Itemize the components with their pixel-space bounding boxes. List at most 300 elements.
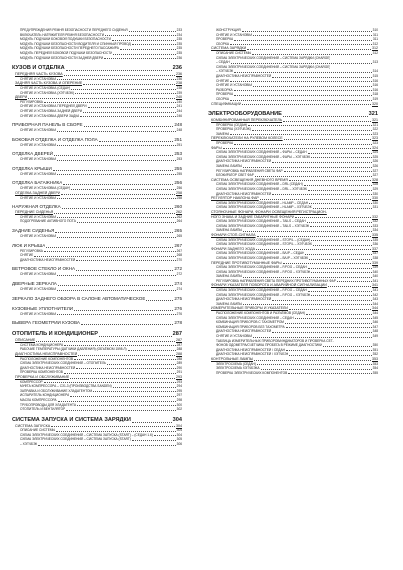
toc-entry[interactable] [12, 312, 182, 317]
dot-leader [313, 245, 372, 246]
dot-leader [234, 90, 372, 91]
toc-entry-title: – СЕДАН [216, 60, 230, 65]
dot-leader [272, 77, 371, 78]
toc-page-number: 324 [372, 150, 378, 155]
toc-entry-title: СИСТЕМА ЗАПУСКА И СИСТЕМА ЗАРЯДКИ [12, 416, 131, 423]
dot-leader [99, 336, 172, 337]
toc-page-number: 346 [372, 320, 378, 325]
dot-leader [57, 217, 175, 218]
toc-entry-title: СХЕМА ЭЛЕКТРИЧЕСКИХ СОЕДИНЕНИЙ – TAILS – ХЭТЧБЭК [216, 223, 310, 228]
toc-entry-title: ОПИСАНИЕ СИСТЕМЫ [216, 50, 252, 55]
dot-leader [83, 84, 175, 85]
toc-entry-title: ТРУБОПРОВОДЫ ДЛЯ ХЛАДАГЕНТА [20, 402, 76, 407]
dot-leader [286, 350, 372, 351]
toc-page-number: 323 [372, 136, 378, 141]
dot-leader [230, 100, 372, 101]
toc-entry-title: ДИАГНОСТИКА НЕИСПРАВНОСТЕЙ / ХЭТЧБЭК [216, 352, 289, 357]
dot-leader [84, 126, 174, 127]
toc-entry-title: СХЕМА ЭЛЕКТРИЧЕСКИХ СОЕДИНЕНИЙ – F/FOG – ХЭТЧБЭК [216, 292, 311, 297]
dot-leader [64, 75, 175, 76]
dot-leader [58, 285, 173, 286]
toc-page-number: 333 [372, 223, 378, 228]
dot-leader [75, 93, 176, 94]
toc-section-heading[interactable] [208, 110, 378, 118]
toc-entry-title: СХЕМА ЭЛЕКТРИЧЕСКИХ СОЕДИНЕНИЙ – HLAMP – СЕДАН [216, 200, 309, 205]
dot-leader [77, 405, 176, 406]
toc-page-number: 312 [372, 41, 378, 46]
toc-entry-title: ПЕРЕДНЯЯ ЧАСТЬ КУЗОВА [15, 72, 63, 77]
dot-leader [252, 130, 372, 131]
toc-section-heading[interactable] [12, 416, 182, 424]
toc-entry-title: СХЕМА ЭЛЕКТРИЧЕСКИХ СОЕДИНЕНИЙ – СИСТЕМА ЗАРЯДКИ (CHARGE) [216, 55, 331, 60]
toc-entry-title: ДИАГНОСТИКА НЕИСПРАВНОСТЕЙ [216, 191, 272, 196]
dot-leader [64, 373, 176, 374]
toc-page-number: 326 [372, 159, 378, 164]
dot-leader [309, 203, 372, 204]
toc-entry-title: ВЕТРОВОЕ СТЕКЛО И ОКНА [12, 266, 76, 272]
toc-entry-title: СНЯТИЕ И УСТАНОВКА [20, 195, 57, 200]
toc-page-number: 340 [372, 274, 378, 279]
dot-leader [286, 327, 372, 328]
toc-page-number: 288 [176, 356, 182, 361]
dot-leader [230, 44, 372, 45]
dot-leader [261, 369, 372, 370]
dot-leader [44, 102, 176, 103]
toc-page-number: 337 [372, 246, 378, 251]
toc-entry-title: РАСПОЛОЖЕНИЕ КОМПОНЕНТОВ [20, 356, 74, 361]
toc-page-number: 265 [174, 228, 182, 234]
toc-page-number: 274 [176, 287, 182, 291]
toc-entry[interactable] [12, 196, 182, 201]
toc-entry[interactable] [12, 272, 182, 277]
toc-entry-title: СИСТЕМА ЗАРЯДКИ [211, 46, 247, 51]
toc-entry[interactable] [12, 157, 182, 162]
dot-leader [254, 360, 371, 361]
toc-page-number: 339 [372, 265, 378, 270]
toc-entry-title: СХЕМА ЭЛЕКТРИЧЕСКИХ СОЕДИНЕНИЙ – ФАРЫ – СЕДАН [216, 150, 307, 155]
toc-entry-title: ПРИБОРНАЯ ПАНЕЛЬ В СБОРЕ [12, 122, 83, 128]
dot-leader [71, 89, 175, 90]
toc-entry-title: СБОРКА [216, 41, 229, 46]
dot-leader [46, 247, 173, 248]
dot-leader [283, 263, 371, 264]
dot-leader [57, 79, 175, 80]
dot-leader [70, 396, 175, 397]
dot-leader [307, 222, 372, 223]
toc-entry-title: МОДУЛЬ ПОДУШКИ БЕЗОПАСНОСТИ ПЕРЕДНЕГО ПАССАЖИРА [20, 46, 119, 51]
toc-entry-title: СНЯТИЕ И УСТАНОВКА [20, 76, 57, 81]
dot-leader [313, 208, 372, 209]
toc-entry-title: СНЯТИЕ И УСТАНОВКА (СЕДАН) [20, 85, 71, 90]
toc-entry[interactable] [12, 114, 182, 119]
dot-leader [107, 364, 176, 365]
toc-page-number: 272 [174, 266, 182, 272]
dot-leader [70, 378, 175, 379]
dot-leader [248, 125, 371, 126]
toc-entry-title: СИСТЕМА КОНДИЦИОНЕРА [20, 342, 64, 347]
toc-entry-title: ЗАПРАВКА И ОБСЛУЖИВАНИЕ ХЛАДАГЕНТОМ [20, 388, 93, 393]
toc-page-number: 267 [174, 242, 182, 248]
toc-page-number: 352 [372, 352, 378, 357]
toc-entry-title: СХЕМА ЭЛЕКТРИЧЕСКИХ СОЕДИНЕНИЙ – DRL – ХЭТЧБЭК [216, 187, 307, 191]
toc-entry-title: ОТДЕЛКА ЗАДНЕЙ ДВЕРИ [15, 191, 61, 196]
toc-entry-title: СНЯТИЕ И УСТАНОВКА ПЕРЕДНЕЙ ДВЕРИ [20, 104, 87, 109]
toc-page-number: 321 [372, 118, 378, 123]
toc-entry[interactable] [12, 128, 182, 133]
dot-leader [272, 332, 371, 333]
toc-page-number: 287 [172, 331, 182, 338]
dot-leader [34, 256, 175, 257]
toc-page-number: 316 [372, 87, 378, 92]
toc-page-number: 235 [176, 37, 182, 42]
toc-page-number: 351 [372, 347, 378, 352]
toc-entry-title: РЕГУЛЯТОР НАКЛОНА ФАР [211, 196, 259, 201]
toc-entry-title: ИЗМЕРИТЕЛЬНЫЕ ПРИБОРЫ И УКАЗАТЕЛИ [211, 306, 288, 311]
dot-leader [242, 31, 372, 32]
toc-entry-title: СИСТЕМА ОСВЕЩЕНИЯ ДНЕВНОГО ВРЕМЯ [211, 177, 288, 182]
toc-entry-title: СНЯТИЕ И УСТАНОВКА [20, 287, 57, 291]
toc-entry-title: СНЯТИЕ [216, 78, 230, 83]
dot-leader [113, 387, 176, 388]
toc-entry-title: КОМБИНАЦИЯ ПРИБОРОВ С ТАХОМЕТРОМ [216, 320, 284, 325]
dot-leader [242, 104, 371, 105]
toc-page-number: 302 [176, 407, 182, 412]
dot-leader [289, 355, 371, 356]
toc-entry-title: ФАРЫ [211, 145, 222, 150]
toc-page-number: 318 [372, 92, 378, 97]
toc-entry-title: СХЕМА ЭЛЕКТРИЧЕСКИХ СОЕДИНЕНИЙ – STOP/L – ХЭТЧБЭК [216, 242, 312, 247]
dot-leader [132, 440, 176, 441]
dot-leader [66, 410, 175, 411]
toc-page-number: 311 [372, 32, 378, 37]
toc-entry[interactable] [12, 407, 182, 412]
dot-leader [308, 268, 372, 269]
toc-entry-title: МОДУЛЬ ПОДУШКИ БЕЗОПАСНОСТИ ЗАДНЕЙ ДВЕРИ [20, 55, 104, 60]
toc-entry-title: ПЕРЕКЛЮЧАТЕЛИ НА РУЛЕВОМ КОЛЕСЕ [211, 136, 283, 141]
dot-leader [253, 86, 371, 87]
toc-page-number: 319 [372, 96, 378, 101]
toc-entry-title: СНЯТИЕ И УСТАНОВКА [216, 32, 253, 37]
dot-leader [57, 131, 175, 132]
dot-leader [74, 310, 173, 311]
dot-leader [247, 49, 371, 50]
dot-leader [57, 314, 175, 315]
dot-leader [54, 155, 173, 156]
toc-page-number: 341 [372, 288, 378, 293]
toc-entry-title: СПЕЦИФИКАЦИИ [211, 101, 242, 106]
toc-entry[interactable] [12, 56, 182, 61]
dot-leader [58, 401, 176, 402]
dot-leader [272, 162, 371, 163]
toc-page-number: 330 [372, 191, 378, 196]
dot-leader [311, 157, 372, 158]
toc-entry-title: ЛЮК И КРЫША [12, 242, 46, 248]
toc-page-number: 322 [372, 127, 378, 132]
toc-page-number: 343 [372, 297, 378, 302]
toc-section-heading[interactable] [12, 64, 182, 72]
dot-leader [57, 174, 175, 175]
toc-entry-title: КОМПРЕССОР [20, 379, 43, 384]
toc-page-number: 236 [176, 55, 182, 60]
toc-entry-title: ПРОВЕРКА ЭЛЕКТРИЧЕСКИХ КОМПОНЕНТОВ [216, 370, 288, 375]
toc-page-number: 238 [176, 85, 182, 90]
toc-entry-title: ВКЛЮЧАТЕЛЬ НАТЯЖИТЕЛЯ РЕМНЯ БЕЗОПАСНОСТИ [20, 32, 105, 37]
toc-entry-title: СХЕМА ЭЛЕКТРИЧЕСКИХ СОЕДИНЕНИЙ – DRL (СЕДАН) [216, 182, 303, 187]
dot-leader [283, 116, 368, 117]
toc-entry-title: КОМБИНАЦИЯ ПРИБОРОВ БЕЗ ТАХОМЕТРА [216, 324, 285, 329]
toc-page-number: 327 [372, 173, 378, 178]
toc-entry-title: СНЯТИЕ И УСТАНОВКА [20, 311, 57, 316]
toc-page-number: 355 [372, 370, 378, 375]
toc-page-number: 350 [372, 343, 378, 348]
dot-leader [311, 240, 371, 241]
dot-leader [328, 286, 371, 287]
toc-page-number: 332 [372, 214, 378, 219]
toc-entry-title: БЛОКИРАТОР СВЕТ ФАР [216, 173, 254, 178]
toc-entry-title: МУФТА КОМПРЕССОРА – СЗ1-3 (ПРОИЗВОДСТВА SANDEN) [20, 384, 112, 389]
toc-page-number: 344 [372, 306, 378, 311]
dot-leader [231, 63, 372, 64]
toc-entry-title: ПРЕДУПРЕЖДЕНИЯ РЕМНЯ БЕЗОПАСНОСТИ ПЕРЕДНЕГО СИДЕНЬЯ [20, 28, 128, 32]
toc-entry[interactable] [12, 143, 182, 148]
toc-page-number: 323 [372, 141, 378, 146]
toc-page-number: 234 [176, 32, 182, 37]
toc-page-number: 298 [176, 397, 182, 402]
toc-page-number: 264 [176, 219, 182, 224]
toc-page-number: 349 [372, 334, 378, 338]
dot-leader [289, 309, 371, 310]
toc-entry-title: НОГО ЗНАКА И ЗАДНИЕ ГАБАРИТНЫЕ ФОНАРИ [211, 214, 295, 219]
toc-entry[interactable] [12, 442, 182, 447]
toc-entry[interactable] [12, 287, 182, 292]
dot-leader [337, 281, 372, 282]
dot-leader [44, 382, 176, 383]
dot-leader [308, 291, 372, 292]
toc-page-number: 316 [372, 83, 378, 88]
toc-entry-title: СНЯТИЕ И УСТАНОВКА [20, 214, 57, 219]
dot-leader [74, 359, 176, 360]
toc-page-number: 290 [176, 365, 182, 370]
toc-page-number: 353 [372, 356, 378, 361]
toc-page-number: 313 [372, 60, 378, 65]
dot-leader [252, 54, 371, 55]
toc-page-number: 328 [372, 177, 378, 182]
toc-page-number: 268 [176, 253, 182, 258]
toc-entry-title: СХЕМА ЭЛЕКТРИЧЕСКИХ СОЕДИНЕНИЙ – F/FOG – СЕДАН [216, 265, 307, 270]
dot-leader [93, 391, 175, 392]
dot-leader [63, 184, 173, 185]
toc-entry-title: СХЕМА ЭЛЕКТРИЧЕСКИХ СОЕДИНЕНИЙ – СИСТЕМА ЗАПУСКА (START) [20, 437, 131, 442]
toc-entry-title: ЗАМЕНА ЛАМПЫ [216, 164, 243, 169]
toc-page-number: 236 [176, 72, 182, 77]
toc-entry-title: ЗАДНЯЯ ЧАСТЬ КУЗОВА И ОПЕРЕНИЕ [15, 81, 83, 86]
toc-page-number: 321 [368, 111, 378, 118]
dot-leader [76, 260, 175, 261]
toc-entry-title: ПРОВЕРКА [216, 37, 234, 42]
toc-page-number: 345 [372, 315, 378, 320]
dot-leader [288, 373, 371, 374]
toc-entry-title: МОДУЛЬ ПОДУШКИ БЕЗОПАСНОСТИ ВОДИТЕЛЯ И СПИННЫЙ ПРОВОД [20, 41, 131, 46]
toc-page-number: 253 [174, 151, 182, 157]
toc-page-number: 334 [372, 228, 378, 233]
toc-page-number: 321 [372, 122, 378, 127]
dot-leader [36, 341, 175, 342]
toc-page-number: 258 [176, 191, 182, 196]
dot-leader [308, 190, 372, 191]
dot-leader [88, 107, 176, 108]
dot-leader [80, 116, 175, 117]
toc-page-number: 329 [372, 187, 378, 191]
toc-page-number: 335 [372, 237, 378, 242]
toc-entry-title: – ХЭТЧБЭК [216, 69, 234, 74]
toc-page-number: 248 [176, 128, 182, 133]
toc-entry-title: ДИАГНОСТИКА НЕИСПРАВНОСТЕЙ [216, 297, 272, 302]
toc-entry-title: ОПИСАНИЕ [15, 338, 36, 343]
toc-entry-title: СНЯТИЕ И УСТАНОВКА [216, 83, 253, 88]
dot-leader [57, 198, 175, 199]
dot-leader [38, 445, 175, 446]
dot-leader [284, 171, 372, 172]
toc-entry-title: СНЯТИЕ И УСТАНОВКА [216, 334, 253, 338]
dot-leader [272, 300, 371, 301]
toc-page-number: 276 [174, 305, 182, 311]
toc-entry-title: ДИАГНОСТИКА НЕИСПРАВНОСТЕЙ [216, 159, 272, 164]
toc-page-number: 289 [176, 361, 182, 366]
toc-entry-title: РЕГУЛИРОВКА [20, 99, 43, 104]
toc-entry[interactable] [208, 102, 378, 107]
toc-entry[interactable] [12, 296, 182, 302]
dot-leader [57, 237, 175, 238]
toc-entry-title: СХЕМА ЭЛЕКТРИЧЕСКИХ СОЕДИНЕНИЙ – HLAMP – ХЭТЧБЭК [216, 205, 312, 210]
toc-page-number: 311 [372, 37, 378, 42]
toc-entry-title: МАСЛА КОМПРЕССОРА [20, 397, 57, 402]
toc-page-number: 304 [172, 416, 182, 423]
toc-page-number: 238 [176, 81, 182, 86]
dot-leader [284, 139, 371, 140]
dot-leader [230, 81, 371, 82]
dot-leader [283, 121, 371, 122]
toc-entry-title: ЭЛЕКТРОСХЕМА (СЕДАН) [216, 361, 256, 366]
toc-entry[interactable] [12, 320, 182, 326]
toc-entry-title: ФОНОВ ОДОМЕТРА/СЧЕТЧИКА ПРОБЕГА В РЕЖИМЕ ДИАГНОСТИКИ [216, 343, 323, 348]
toc-page-number: 258 [176, 195, 182, 200]
toc-page-number: 325 [372, 154, 378, 159]
toc-page-number: 323 [372, 131, 378, 136]
dot-leader [295, 318, 372, 319]
dot-leader [308, 153, 372, 154]
dot-leader [54, 213, 175, 214]
toc-entry-title: СНЯТИЕ И УСТАНОВКА (СЕДАН) [20, 186, 71, 191]
dot-leader [51, 426, 175, 427]
toc-entry-title: НАРУЖНАЯ ОТДЕЛКА [12, 204, 61, 210]
toc-page-number: 327 [372, 168, 378, 173]
dot-leader [64, 345, 175, 346]
toc-entry[interactable] [12, 258, 182, 263]
dot-leader [230, 134, 371, 135]
dot-leader [112, 40, 176, 41]
toc-entry-title: ПОДОГРЕВАНИЕ АКТИВНОГО ПОТА [20, 219, 76, 224]
dot-leader [234, 40, 372, 41]
toc-entry-title: СХЕМА ЭЛЕКТРИЧЕСКИХ СОЕДИНЕНИЙ – СЕДАН [216, 315, 294, 320]
toc-page-number: 340 [372, 269, 378, 274]
dot-leader [260, 199, 371, 200]
dot-leader [132, 422, 172, 423]
toc-entry-title: СХЕМА ЭЛЕКТРИЧЕСКИХ СОЕДИНЕНИЙ – F/FOG – СЕДАН [216, 288, 307, 293]
dot-leader [289, 180, 371, 181]
toc-entry-title: ОТДЕЛКА КРЫШИ [12, 165, 52, 171]
toc-page-number: 236 [172, 65, 182, 72]
toc-entry-title: ДИАГНОСТИКА НЕИСПРАВНОСТЕЙ [20, 257, 76, 262]
toc-page-number: 342 [372, 292, 378, 297]
toc-section-heading[interactable] [12, 330, 182, 338]
dot-leader [234, 144, 371, 145]
toc-entry-title: ПЕРЕДНИЕ СИДЕНЬЯ [15, 210, 54, 215]
toc-entry-title: СНЯТИЕ И УСТАНОВКА [20, 171, 57, 176]
dot-leader [76, 368, 175, 369]
toc-entry-title: ОПИСАНИЕ СИСТЕМЫ [20, 428, 56, 433]
toc-entry-title: ФОНАРИ ЗАДНЕГО ХОДА [211, 246, 255, 251]
toc-page-number: 244 [176, 108, 182, 113]
toc-page-number: 276 [176, 311, 182, 316]
toc-page-number: 255 [176, 171, 182, 176]
toc-page-number: 330 [372, 200, 378, 205]
dot-leader [57, 290, 175, 291]
toc-entry[interactable] [12, 219, 182, 224]
toc-entry[interactable] [12, 172, 182, 177]
toc-page-number: 337 [372, 251, 378, 256]
toc-page-number: 304 [176, 423, 182, 428]
dot-leader [56, 431, 175, 432]
toc-entry-title: ПРОВЕРКА (СЕДАН) [216, 122, 248, 127]
toc-page-number: 348 [372, 329, 378, 334]
toc-page-number: 293 [176, 374, 182, 379]
dot-leader [57, 275, 175, 276]
toc-page-number: 316 [372, 78, 378, 83]
toc-entry[interactable] [208, 371, 378, 376]
dot-leader [128, 350, 176, 351]
toc-page-number: 295 [176, 388, 182, 393]
toc-page-number: 293 [176, 379, 182, 384]
toc-page-number: 262 [176, 214, 182, 219]
toc-page-number: 310 [372, 28, 378, 32]
toc-page-number: 288 [176, 351, 182, 356]
dot-leader [76, 270, 173, 271]
toc-page-number: 291 [176, 370, 182, 375]
toc-entry[interactable] [12, 234, 182, 239]
dot-leader [53, 170, 174, 171]
toc-page-number: 235 [176, 50, 182, 55]
toc-entry-title: СНЯТИЕ И УСТАНОВКА [20, 234, 57, 239]
dot-leader [243, 304, 372, 305]
toc-page-number: 344 [372, 301, 378, 306]
toc-page-number: 288 [176, 347, 182, 352]
toc-entry-title: ОТДЕЛКА БАГАЖНИКА [12, 180, 63, 186]
toc-page-number: 326 [372, 164, 378, 169]
toc-entry-title: СНЯТИЕ И УСТАНОВКА ДВЕРИ ЗАДКА [20, 113, 80, 118]
toc-entry-title: ПРОВЕРКА КОМПОНЕНТОВ [20, 370, 63, 375]
dot-leader [243, 277, 372, 278]
dot-leader [83, 112, 176, 113]
toc-page-number: 287 [176, 342, 182, 347]
dot-leader [61, 194, 175, 195]
toc-page-number: 272 [176, 272, 182, 277]
toc-entry-title: ВЫВЕРА ГЕОМЕТРИИ КУЗОВА [12, 320, 80, 326]
toc-entry-title: ПРОВЕРКА [216, 141, 234, 146]
toc-entry-title: ОТДЕЛКА ДВЕРЕЙ [12, 151, 54, 157]
dot-leader [132, 44, 176, 45]
dot-leader [104, 58, 176, 59]
toc-entry-title: СНЯТИЕ И УСТАНОВКА [20, 142, 57, 147]
